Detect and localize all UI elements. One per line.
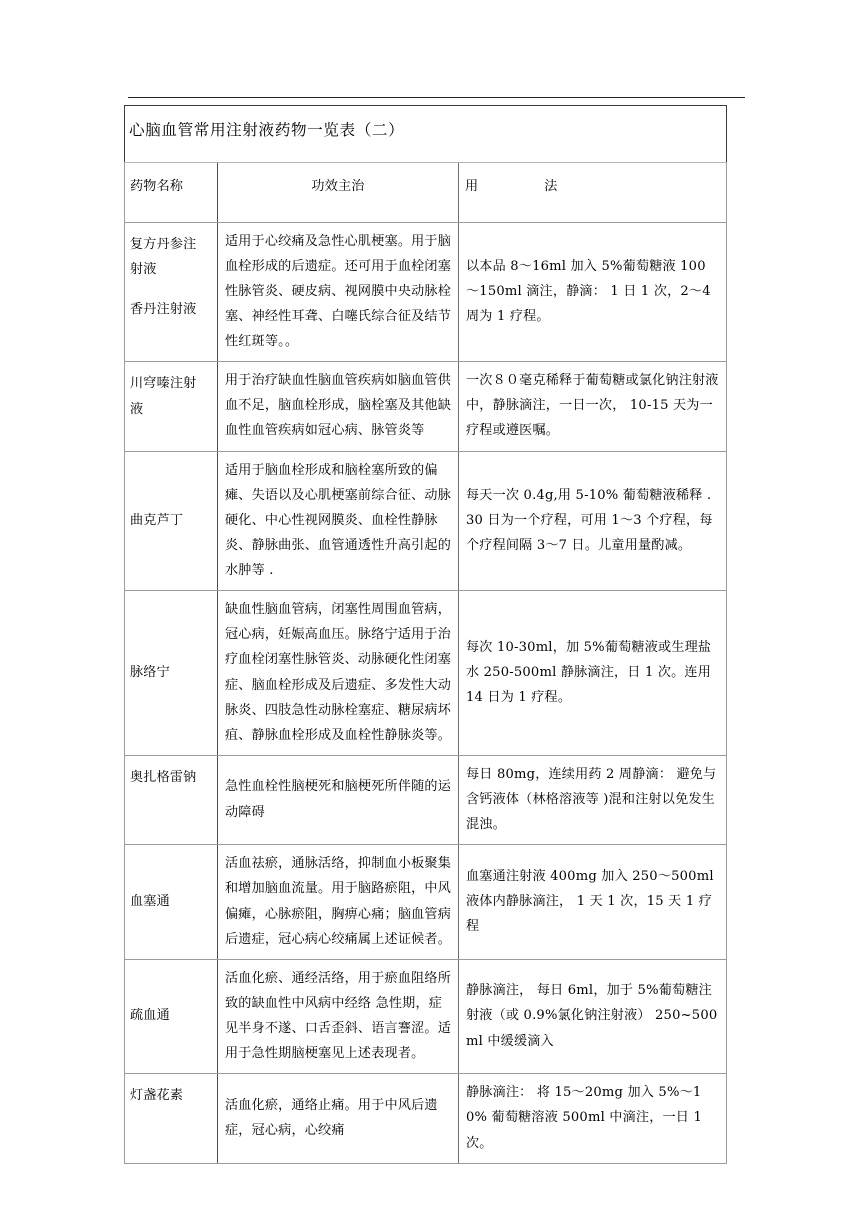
drug-usage-cell: 血塞通注射液 400mg 加入 250～500ml 液体内静脉滴注， 1 天 1 次，15 天 1 疗程 bbox=[459, 845, 727, 960]
drug-name-line: 液 bbox=[130, 401, 144, 417]
page-title: 心脑血管常用注射液药物一览表（二） bbox=[129, 121, 405, 139]
drug-usage-cell: 每日 80mg，连续用药 2 周静滴： 避免与含钙液体（林格溶液等 )混和注射以免发生混浊。 bbox=[459, 755, 727, 844]
drug-effect-cell: 缺血性脑血管病，闭塞性周围血管病，冠心病，妊娠高血压。脉络宁适用于治疗血栓闭塞性脉管炎、动脉硬化性闭塞症、脑血栓形成及后遗症、多发性大动脉炎、四肢急性动脉栓塞症、糖尿病坏疽、静脉血栓形成及血栓性静脉炎等。 bbox=[218, 591, 459, 756]
table-row bbox=[125, 591, 727, 756]
drug-name-line: 射液 bbox=[130, 262, 157, 278]
drug-name-cell: 血塞通 bbox=[125, 845, 218, 960]
table-row bbox=[125, 451, 727, 591]
drug-name-cell: 脉络宁 bbox=[125, 591, 218, 756]
table-header-row bbox=[125, 163, 727, 222]
drug-effect-cell: 急性血栓性脑梗死和脑梗死所伴随的运动障碍 bbox=[218, 755, 459, 844]
column-header-name: 药物名称 bbox=[125, 163, 218, 222]
column-header-effect: 功效主治 bbox=[218, 163, 459, 222]
column-header-usage-part1: 用 bbox=[465, 179, 479, 195]
table-row bbox=[125, 362, 727, 451]
drug-name-line: 川穹嗪注射 bbox=[130, 376, 197, 392]
table-title-row bbox=[125, 106, 727, 163]
table-row bbox=[125, 1074, 727, 1163]
drug-name-cell: 奥扎格雷钠 bbox=[125, 755, 218, 844]
column-header-usage bbox=[459, 163, 727, 222]
drug-usage-cell: 每天一次 0.4g,用 5-10% 葡萄糖液稀释 . 30 日为一个疗程，可用 1～3 个疗程，每个疗程间隔 3～7 日。儿童用量酌减。 bbox=[459, 451, 727, 591]
drug-name-cell: 疏血通 bbox=[125, 959, 218, 1074]
drug-usage-cell: 每次 10-30ml，加 5%葡萄糖液或生理盐水 250-500ml 静脉滴注，日 1 次。连用 14 日为 1 疗程。 bbox=[459, 591, 727, 756]
drug-usage-cell: 静脉滴注， 每日 6ml，加于 5%葡萄糖注射液（或 0.9%氯化钠注射液） 250~500ml 中缓缓滴入 bbox=[459, 959, 727, 1074]
drug-name-cell bbox=[125, 362, 218, 451]
table-row bbox=[125, 959, 727, 1074]
drug-usage-cell: 以本品 8～16ml 加入 5%葡萄糖液 100～150ml 滴注，静滴： 1 日 1 次，2～4 周为 1 疗程。 bbox=[459, 222, 727, 362]
table-title-cell bbox=[125, 106, 727, 163]
drug-effect-cell: 活血祛瘀，通脉活络，抑制血小板聚集和增加脑血流量。用于脑路瘀阻，中风偏瘫，心脉瘀阻，胸痹心痛；脑血管病后遗症，冠心病心绞痛属上述证候者。 bbox=[218, 845, 459, 960]
drug-effect-cell: 用于治疗缺血性脑血管疾病如脑血管供血不足，脑血栓形成，脑栓塞及其他缺血性血管疾病如冠心病、脉管炎等 bbox=[218, 362, 459, 451]
table-row bbox=[125, 222, 727, 362]
drug-table bbox=[124, 105, 727, 1164]
table-row bbox=[125, 755, 727, 844]
drug-table-container bbox=[124, 105, 726, 1164]
column-header-usage-part2: 法 bbox=[544, 179, 558, 195]
drug-name-cell bbox=[125, 222, 218, 362]
drug-effect-cell: 适用于心绞痛及急性心肌梗塞。用于脑血栓形成的后遗症。还可用于血栓闭塞性脉管炎、硬皮病、视网膜中央动脉栓塞、神经性耳聋、白噻氏综合征及结节性红斑等。。 bbox=[218, 222, 459, 362]
drug-effect-cell: 活血化瘀，通络止痛。用于中风后遗症，冠心病，心绞痛 bbox=[218, 1074, 459, 1163]
drug-name-gap bbox=[130, 283, 210, 297]
drug-usage-cell: 静脉滴注： 将 15～20mg 加入 5%～10% 葡萄糖溶液 500ml 中滴注，一日 1 次。 bbox=[459, 1074, 727, 1163]
drug-usage-cell: 一次８０毫克稀释于葡萄糖或氯化钠注射液中，静脉滴注，一日一次， 10-15 天为一疗程或遵医嘱。 bbox=[459, 362, 727, 451]
drug-name-line: 香丹注射液 bbox=[130, 301, 197, 317]
drug-effect-cell: 活血化瘀、通经活络，用于瘀血阻络所致的缺血性中风病中经络 急性期，症见半身不遂、口舌歪斜、语言謇涩。适用于急性期脑梗塞见上述表现者。 bbox=[218, 959, 459, 1074]
drug-effect-cell: 适用于脑血栓形成和脑栓塞所致的偏瘫、失语以及心肌梗塞前综合征、动脉硬化、中心性视网膜炎、血栓性静脉炎、静脉曲张、血管通透性升高引起的水肿等 . bbox=[218, 451, 459, 591]
table-row bbox=[125, 845, 727, 960]
drug-name-cell: 灯盏花素 bbox=[125, 1074, 218, 1163]
header-rule bbox=[128, 97, 745, 98]
drug-name-cell: 曲克芦丁 bbox=[125, 451, 218, 591]
drug-name-line: 复方丹参注 bbox=[130, 236, 197, 252]
